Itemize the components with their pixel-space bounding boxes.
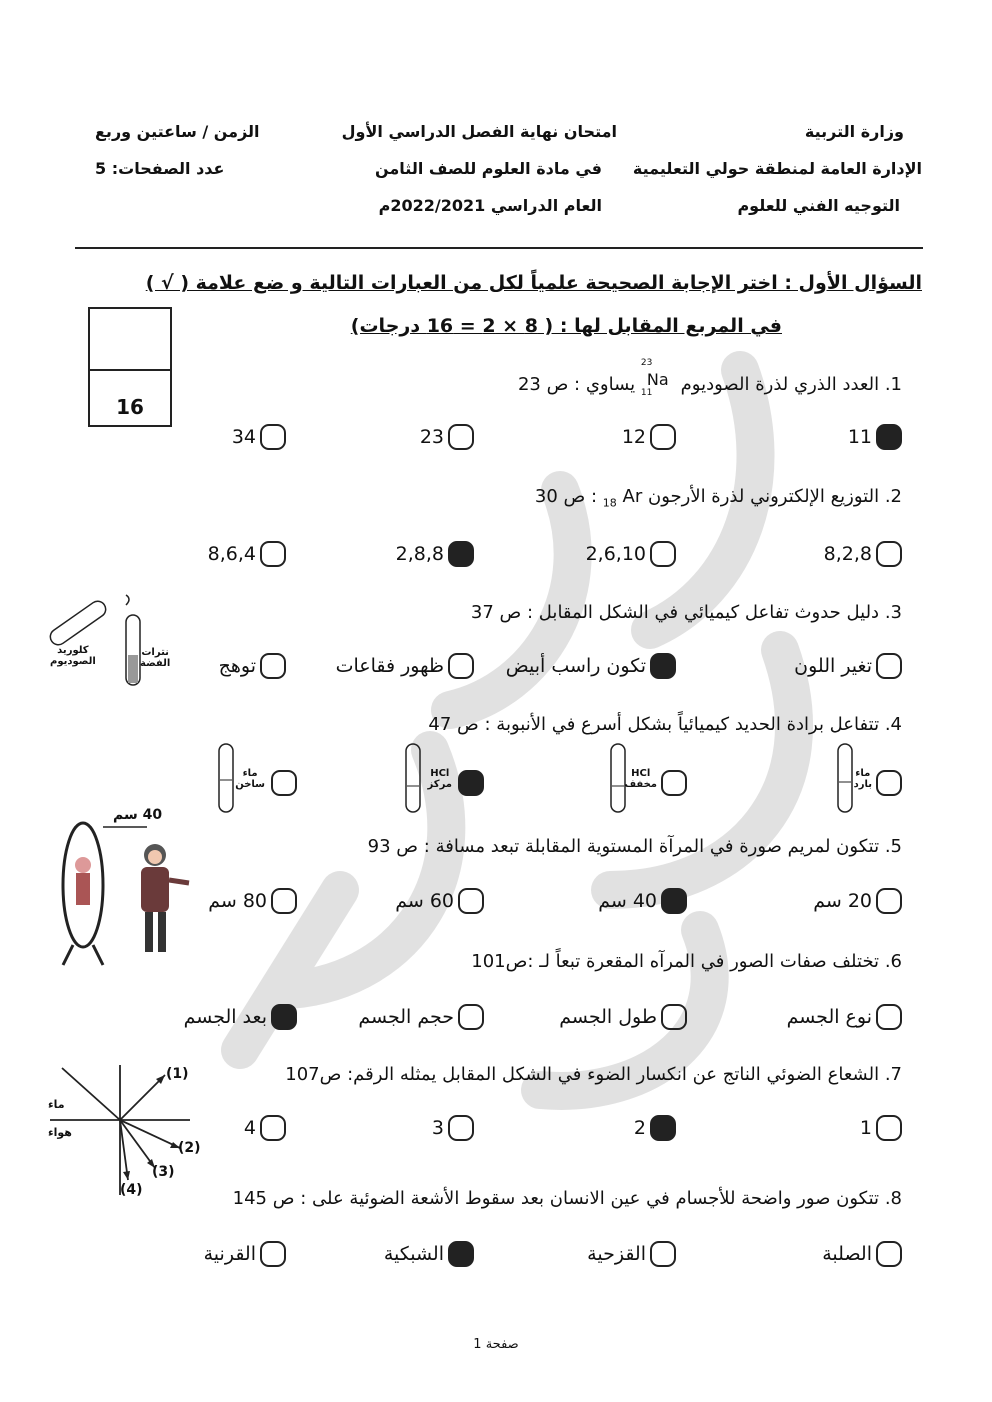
- q7-option-1[interactable]: [860, 1115, 902, 1141]
- ray-4-label: (4): [120, 1182, 143, 1198]
- answer-bubble[interactable]: [260, 653, 286, 679]
- question-1-text: [517, 358, 902, 398]
- option-label: 23: [419, 426, 444, 448]
- question-number: 5.: [884, 836, 902, 857]
- sodium-mass-number: 23: [640, 358, 653, 368]
- page-number: صفحة 1: [473, 1337, 519, 1352]
- question-number: 3.: [884, 602, 902, 623]
- header-exam-title: امتحان نهاية الفصل الدراسي الأول: [341, 122, 617, 141]
- answer-bubble[interactable]: [458, 770, 484, 796]
- q7-option-4[interactable]: [244, 1115, 286, 1141]
- option-label: حجم الجسم: [358, 1006, 454, 1028]
- q1-option-2[interactable]: [622, 424, 676, 450]
- q5-option-2[interactable]: [598, 888, 687, 914]
- question-stem: تتفاعل برادة الحديد كيميائياً بشكل أسرع في الأنبوبة : ص 47: [428, 714, 880, 735]
- tube-label-line1: ماء: [242, 768, 258, 779]
- ray-2-label: (2): [178, 1140, 201, 1156]
- option-label: 60 سم: [395, 890, 454, 912]
- q8-option-4[interactable]: [204, 1241, 286, 1267]
- argon-symbol: Ar: [622, 486, 643, 507]
- question-number: 4.: [884, 714, 902, 735]
- fig3-reagent-line2: الصوديوم: [50, 656, 96, 667]
- answer-bubble[interactable]: [260, 1241, 286, 1267]
- answer-bubble[interactable]: [650, 424, 676, 450]
- question-stem: تتكون صور واضحة للأجسام في عين الانسان بعد سقوط الأشعة الضوئية على : ص 145: [232, 1188, 880, 1209]
- question-number: 6.: [884, 951, 902, 972]
- question-number: 7.: [884, 1064, 902, 1085]
- header-divider: [75, 247, 923, 249]
- q1-option-1[interactable]: [848, 424, 902, 450]
- figure-q7-refraction: [40, 1060, 210, 1205]
- mirror-drawing: [55, 805, 205, 970]
- q2-option-1[interactable]: [824, 541, 902, 567]
- answer-bubble[interactable]: [876, 541, 902, 567]
- option-label: 8,6,4: [207, 543, 256, 565]
- tube-label: [854, 768, 872, 790]
- option-label: 2,8,8: [395, 543, 444, 565]
- answer-bubble[interactable]: [448, 424, 474, 450]
- question-number: 8.: [884, 1188, 902, 1209]
- sodium-atomic-number: 11: [640, 388, 653, 398]
- q8-option-3[interactable]: [384, 1241, 474, 1267]
- question-stem: العدد الذري لذرة الصوديوم: [680, 374, 880, 395]
- header-academic-year: العام الدراسي 2022/2021م: [378, 196, 602, 215]
- question-2-text: [535, 486, 902, 510]
- question-stem: دليل حدوث تفاعل كيميائي في الشكل المقابل : ص 37: [470, 602, 880, 623]
- fig3-reagent-line1: كلوريد: [57, 645, 89, 656]
- option-label: الشبكية: [383, 1243, 444, 1265]
- q6-option-2[interactable]: [559, 1004, 687, 1030]
- answer-bubble[interactable]: [458, 1004, 484, 1030]
- q6-option-3[interactable]: [358, 1004, 484, 1030]
- ray-3-label: (3): [152, 1164, 175, 1180]
- q4-option-1[interactable]: [812, 742, 902, 822]
- option-label: 1: [859, 1117, 872, 1139]
- tube-label-line1: HCl: [430, 768, 450, 779]
- score-box-divider: [90, 369, 170, 371]
- sodium-symbol: Na: [646, 370, 669, 389]
- answer-bubble[interactable]: [271, 770, 297, 796]
- q7-option-3[interactable]: [432, 1115, 474, 1141]
- answer-bubble[interactable]: [448, 1115, 474, 1141]
- answer-bubble[interactable]: [650, 1241, 676, 1267]
- answer-bubble[interactable]: [876, 1004, 902, 1030]
- q8-option-1[interactable]: [822, 1241, 902, 1267]
- test-tube-icon: [404, 742, 422, 814]
- option-label: 40 سم: [598, 890, 657, 912]
- q6-option-1[interactable]: [787, 1004, 902, 1030]
- argon-atomic-number: 18: [602, 496, 617, 510]
- answer-bubble[interactable]: [661, 770, 687, 796]
- answer-bubble[interactable]: [650, 653, 676, 679]
- answer-bubble[interactable]: [448, 541, 474, 567]
- question-5-text: [368, 836, 902, 857]
- tube-label: [624, 768, 657, 790]
- answer-bubble[interactable]: [876, 1115, 902, 1141]
- option-label: 4: [243, 1117, 256, 1139]
- argon-notation: [603, 486, 642, 510]
- q1-option-4[interactable]: [232, 424, 286, 450]
- question-stem: تتكون لمريم صورة في المرآة المستوية المقابلة تبعد مسافة : ص 93: [367, 836, 880, 857]
- fig3-tube-line1: نترات: [141, 647, 169, 658]
- answer-bubble[interactable]: [271, 888, 297, 914]
- question-8-text: [233, 1188, 902, 1209]
- score-value: 16: [116, 395, 144, 419]
- q5-option-1[interactable]: [813, 888, 902, 914]
- question-stem: التوزيع الإلكتروني لذرة الأرجون: [647, 486, 880, 507]
- question-stem: تختلف صفات الصور في المرآه المقعرة تبعاً لـ :ص101: [471, 951, 880, 972]
- option-label: طول الجسم: [559, 1006, 657, 1028]
- option-label: 20 سم: [813, 890, 872, 912]
- option-label: 2: [633, 1117, 646, 1139]
- question-suffix: يساوي : ص 23: [517, 374, 636, 395]
- answer-bubble[interactable]: [650, 541, 676, 567]
- answer-bubble[interactable]: [876, 1241, 902, 1267]
- question-number: 1.: [884, 374, 902, 395]
- option-label: 8,2,8: [823, 543, 872, 565]
- answer-bubble[interactable]: [876, 888, 902, 914]
- section-title: السؤال الأول : اختر الإجابة الصحيحة علمياً لكل من العبارات التالية و ضع علامة ( √ ): [145, 272, 922, 294]
- q2-option-4[interactable]: [208, 541, 286, 567]
- tube-label: [235, 768, 265, 790]
- header-ministry: وزارة التربية: [804, 122, 904, 141]
- option-label: 34: [231, 426, 256, 448]
- q3-option-3[interactable]: [336, 653, 474, 679]
- medium-top-label: ماء: [48, 1098, 65, 1111]
- answer-bubble[interactable]: [876, 424, 902, 450]
- q7-option-2[interactable]: [634, 1115, 676, 1141]
- q8-option-2[interactable]: [587, 1241, 676, 1267]
- answer-bubble[interactable]: [271, 1004, 297, 1030]
- answer-bubble[interactable]: [876, 770, 902, 796]
- q2-option-3[interactable]: [396, 541, 474, 567]
- option-label: الصلبة: [822, 1243, 872, 1265]
- answer-bubble[interactable]: [661, 888, 687, 914]
- header-page-count: عدد الصفحات: 5: [95, 159, 225, 178]
- tube-label-line1: ماء: [855, 768, 871, 779]
- q4-option-4[interactable]: [207, 742, 297, 822]
- fig3-tube-line2: الفضة: [140, 658, 171, 669]
- medium-bottom-label: هواء: [48, 1126, 72, 1139]
- option-label: تكون راسب أبيض: [505, 655, 646, 677]
- option-label: ظهور فقاعات: [335, 655, 444, 677]
- option-label: القزحية: [587, 1243, 646, 1265]
- q5-option-4[interactable]: [208, 888, 297, 914]
- option-label: 3: [431, 1117, 444, 1139]
- option-label: 80 سم: [208, 890, 267, 912]
- figure-q5-mirror: [55, 805, 205, 970]
- tube-label: [428, 768, 452, 790]
- option-label: تغير اللون: [794, 655, 872, 677]
- figure-q3-reaction: [48, 585, 171, 695]
- test-tube-drawing: [48, 585, 171, 695]
- question-4-text: [428, 714, 902, 735]
- answer-bubble[interactable]: [876, 653, 902, 679]
- option-label: بعد الجسم: [183, 1006, 267, 1028]
- q3-option-4[interactable]: [219, 653, 286, 679]
- question-suffix: : ص 30: [534, 486, 598, 507]
- fig3-tube-label: [140, 647, 170, 669]
- answer-bubble[interactable]: [661, 1004, 687, 1030]
- section-subtitle: في المربع المقابل لها : ( 8 × 2 = 16 درجات): [350, 315, 782, 337]
- mirror-distance-label: 40 سم: [113, 807, 163, 823]
- answer-bubble[interactable]: [650, 1115, 676, 1141]
- header-duration: الزمن / ساعتين وربع: [95, 122, 260, 141]
- test-tube-icon: [836, 742, 854, 814]
- option-label: القرنية: [203, 1243, 256, 1265]
- ray-1-label: (1): [166, 1066, 189, 1082]
- tube-label-line2: ساخن: [235, 779, 265, 790]
- q4-option-2[interactable]: [597, 742, 687, 822]
- tube-label-line2: بارد: [853, 779, 872, 790]
- option-label: 11: [847, 426, 872, 448]
- fig3-reagent-label: [50, 645, 96, 667]
- header-subject: في مادة العلوم للصف الثامن: [374, 159, 602, 178]
- option-label: 12: [621, 426, 646, 448]
- header-district: الإدارة العامة لمنطقة حولي التعليمية: [632, 159, 922, 178]
- q5-option-3[interactable]: [395, 888, 484, 914]
- q6-option-4[interactable]: [184, 1004, 297, 1030]
- q1-option-3[interactable]: [420, 424, 474, 450]
- question-7-text: [285, 1064, 902, 1085]
- option-label: نوع الجسم: [786, 1006, 872, 1028]
- q3-option-1[interactable]: [794, 653, 902, 679]
- answer-bubble[interactable]: [448, 653, 474, 679]
- answer-bubble[interactable]: [448, 1241, 474, 1267]
- sodium-notation: [640, 358, 675, 398]
- answer-bubble[interactable]: [260, 1115, 286, 1141]
- question-number: 2.: [884, 486, 902, 507]
- score-box: [88, 307, 172, 427]
- answer-bubble[interactable]: [458, 888, 484, 914]
- option-label: توهج: [218, 655, 256, 677]
- question-6-text: [471, 951, 902, 972]
- tube-label-line2: مركز: [427, 779, 452, 790]
- question-3-text: [471, 602, 902, 623]
- answer-bubble[interactable]: [260, 424, 286, 450]
- answer-bubble[interactable]: [260, 541, 286, 567]
- q4-option-3[interactable]: [394, 742, 484, 822]
- test-tube-icon: [217, 742, 235, 814]
- tube-label-line2: مخفف: [624, 779, 657, 790]
- header-department: التوجيه الفني للعلوم: [737, 196, 900, 215]
- option-label: 2,6,10: [585, 543, 646, 565]
- q2-option-2[interactable]: [586, 541, 676, 567]
- tube-label-line1: HCl: [631, 768, 651, 779]
- q3-option-2[interactable]: [506, 653, 676, 679]
- question-stem: الشعاع الضوئي الناتج عن انكسار الضوء في الشكل المقابل يمثله الرقم: ص107: [285, 1064, 880, 1085]
